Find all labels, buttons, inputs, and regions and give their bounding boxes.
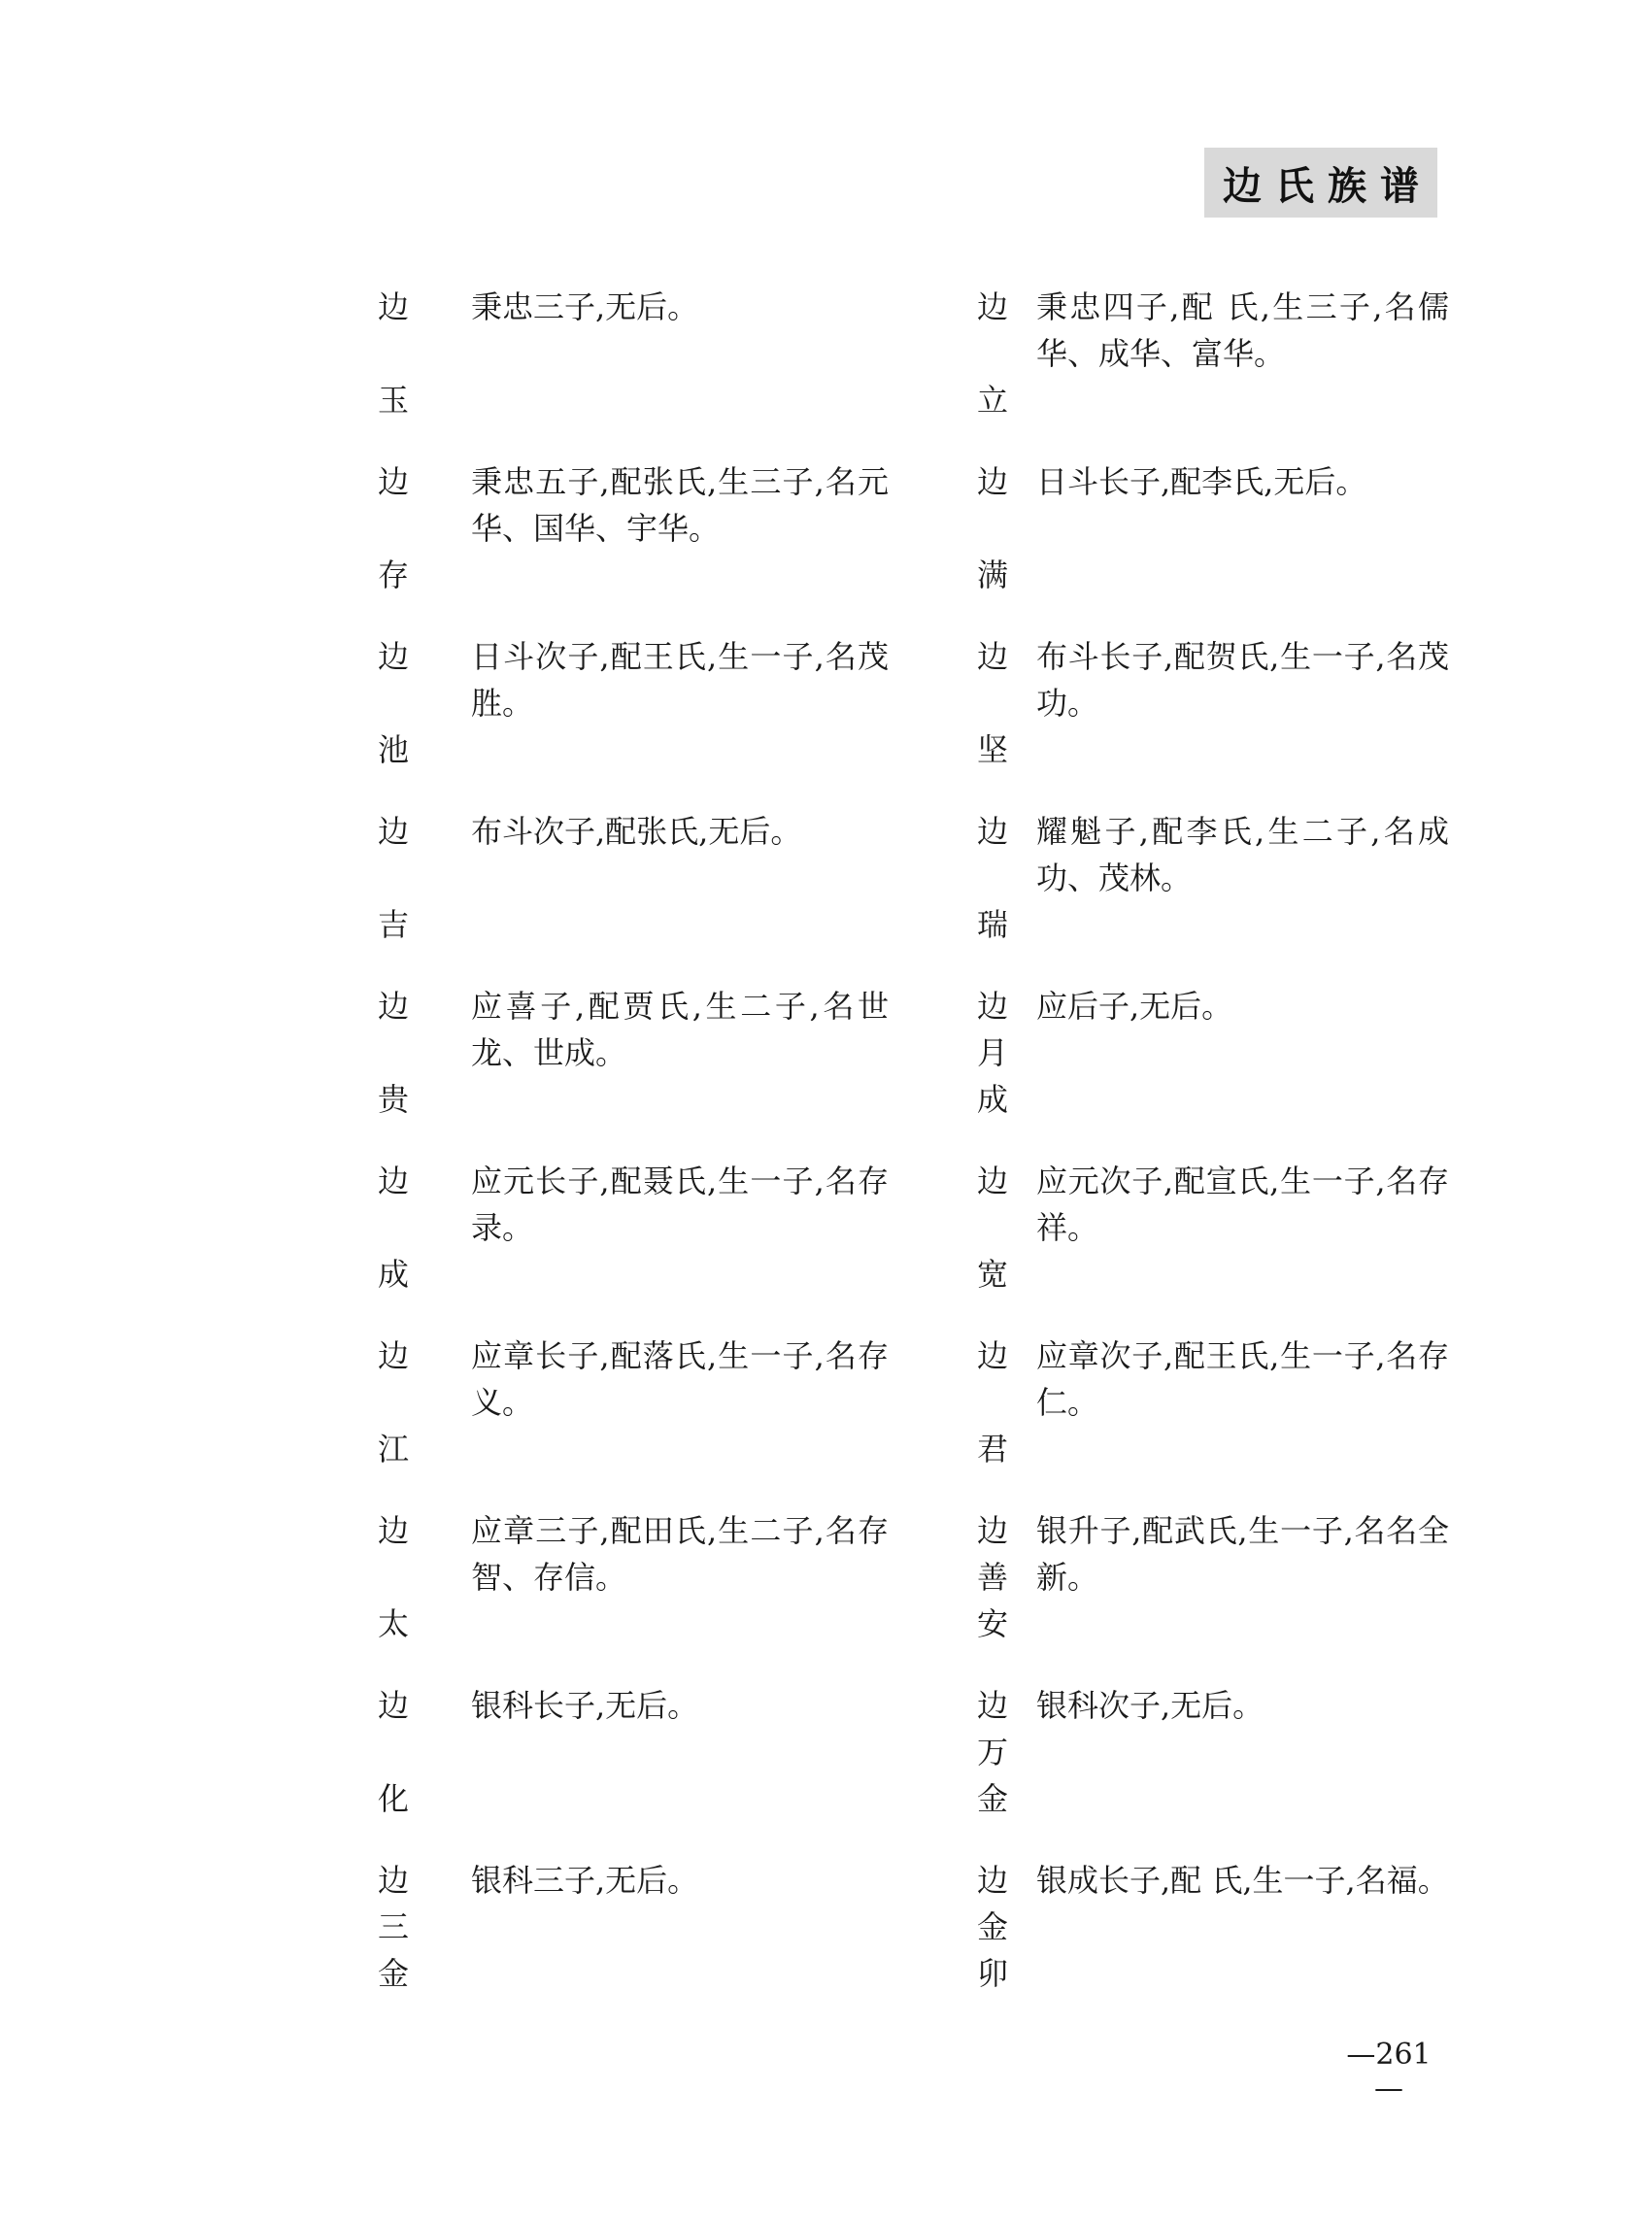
genealogy-entry: [973, 983, 1488, 1158]
name-char: 边: [377, 1512, 409, 1549]
entry-row: [374, 633, 1449, 808]
name-char: 太: [377, 1605, 409, 1642]
name-char: 成: [976, 1081, 1008, 1118]
genealogy-entry: [374, 458, 889, 633]
genealogy-entry: [374, 808, 889, 983]
person-name: [374, 808, 413, 948]
person-name: [973, 808, 1012, 948]
name-char: [973, 1204, 1012, 1251]
name-char: [374, 1029, 413, 1076]
name-char: 瑞: [976, 906, 1008, 943]
name-char: 金: [976, 1908, 1008, 1945]
person-name: [374, 1158, 413, 1298]
entry-description: 应后子,无后。: [1036, 988, 1233, 1025]
entry-row: [374, 458, 1442, 633]
genealogy-entry: [374, 1332, 889, 1507]
page-number: —261—: [1346, 2038, 1432, 2106]
person-name: [374, 633, 413, 773]
person-name: [973, 1332, 1012, 1472]
entry-description: 秉忠四子,配 氏,生三子,名儒华、成华、富华。: [1036, 288, 1449, 372]
name-char: 坚: [976, 731, 1008, 768]
name-char: 万: [976, 1734, 1008, 1771]
person-name: [374, 1332, 413, 1472]
name-char: 池: [377, 731, 409, 768]
name-char: [374, 1204, 413, 1251]
name-char: [973, 680, 1012, 726]
entry-row: [374, 1332, 1449, 1507]
genealogy-entry: [973, 1507, 1488, 1682]
person-name: [973, 983, 1012, 1123]
name-char: [374, 1729, 413, 1775]
name-char: [374, 1379, 413, 1426]
name-char: [374, 330, 413, 377]
entry-description: 应喜子,配贾氏,生二子,名世龙、世成。: [471, 988, 889, 1071]
name-char: 卯: [976, 1955, 1008, 1992]
name-char: 边: [976, 1337, 1008, 1374]
name-char: 边: [976, 813, 1008, 850]
name-char: 满: [976, 556, 1008, 593]
name-char: 立: [976, 382, 1008, 419]
entry-row: [374, 284, 1449, 458]
name-char: 成: [377, 1256, 409, 1293]
genealogy-entry: [973, 1158, 1488, 1332]
name-char: 边: [976, 988, 1008, 1025]
name-char: 江: [377, 1431, 409, 1467]
header-banner: [1204, 148, 1437, 218]
name-char: [973, 330, 1012, 377]
genealogy-entry: [374, 284, 889, 458]
entry-description: 秉忠五子,配张氏,生三子,名元华、国华、宇华。: [471, 463, 889, 547]
name-char: 边: [377, 988, 409, 1025]
entry-description: 银成长子,配 氏,生一子,名福。: [1036, 1862, 1449, 1899]
page-header-title: 边氏族谱: [1223, 162, 1433, 209]
entry-description: 日斗长子,配李氏,无后。: [1036, 463, 1367, 500]
name-char: 宽: [976, 1256, 1008, 1293]
entry-description: 银科长子,无后。: [471, 1687, 699, 1724]
name-char: 贵: [377, 1081, 409, 1118]
name-char: 善: [976, 1559, 1008, 1596]
person-name: [374, 284, 413, 423]
name-char: 边: [377, 288, 409, 325]
name-char: 化: [377, 1780, 409, 1817]
entry-description: 应章长子,配落氏,生一子,名存义。: [471, 1337, 889, 1421]
name-char: 边: [377, 1862, 409, 1899]
entry-description: 布斗次子,配张氏,无后。: [471, 813, 802, 850]
name-char: 三: [377, 1908, 409, 1945]
name-char: 边: [976, 463, 1008, 500]
name-char: [973, 855, 1012, 901]
name-char: 君: [976, 1431, 1008, 1467]
name-char: 边: [377, 1163, 409, 1199]
person-name: [374, 983, 413, 1123]
name-char: 边: [976, 638, 1008, 675]
genealogy-entry: [374, 1682, 889, 1857]
name-char: [374, 1554, 413, 1601]
entry-description: 应元长子,配聂氏,生一子,名存录。: [471, 1163, 889, 1246]
entry-description: 日斗次子,配王氏,生一子,名茂胜。: [471, 638, 889, 722]
name-char: 边: [377, 1687, 409, 1724]
name-char: 金: [377, 1955, 409, 1992]
person-name: [973, 1682, 1012, 1822]
genealogy-entry: [374, 633, 889, 808]
entry-row: [374, 1682, 1442, 1857]
genealogy-entry: [374, 1507, 889, 1682]
name-char: 存: [377, 556, 409, 593]
entry-description: 应元次子,配宣氏,生一子,名存祥。: [1036, 1163, 1449, 1246]
name-char: 边: [976, 1163, 1008, 1199]
name-char: 金: [976, 1780, 1008, 1817]
entry-description: 应章三子,配田氏,生二子,名存智、存信。: [471, 1512, 889, 1596]
entry-description: 秉忠三子,无后。: [471, 288, 699, 325]
genealogy-entry: [973, 284, 1488, 458]
entry-description: 银科三子,无后。: [471, 1862, 699, 1899]
genealogy-entry: [973, 1682, 1488, 1857]
entry-row: [374, 1857, 1449, 2032]
person-name: [973, 1507, 1012, 1647]
person-name: [374, 458, 413, 598]
name-char: 吉: [377, 906, 409, 943]
person-name: [973, 1857, 1012, 1997]
name-char: [973, 505, 1012, 552]
name-char: 边: [377, 1337, 409, 1374]
name-char: 边: [976, 288, 1008, 325]
name-char: 边: [377, 463, 409, 500]
genealogy-entry: [973, 458, 1488, 633]
person-name: [973, 284, 1012, 423]
person-name: [973, 1158, 1012, 1298]
name-char: 边: [976, 1512, 1008, 1549]
entry-description: 耀魁子,配李氏,生二子,名成功、茂林。: [1036, 813, 1449, 896]
genealogy-entry: [374, 1857, 889, 2032]
genealogy-entry: [374, 983, 889, 1158]
entry-description: 银升子,配武氏,生一子,名名全新。: [1036, 1512, 1449, 1596]
entry-row: [374, 808, 1449, 983]
genealogy-entry: [973, 1332, 1488, 1507]
name-char: [374, 855, 413, 901]
name-char: 边: [976, 1862, 1008, 1899]
person-name: [374, 1857, 413, 1997]
name-char: 边: [976, 1687, 1008, 1724]
entry-row: [374, 1158, 1449, 1332]
genealogy-entry: [973, 808, 1488, 983]
name-char: 月: [976, 1034, 1008, 1071]
name-char: [374, 505, 413, 552]
genealogy-entry: [374, 1158, 889, 1332]
person-name: [374, 1682, 413, 1822]
genealogy-entry: [973, 1857, 1488, 2032]
entry-description: 布斗长子,配贺氏,生一子,名茂功。: [1036, 638, 1449, 722]
person-name: [973, 633, 1012, 773]
entry-description: 应章次子,配王氏,生一子,名存仁。: [1036, 1337, 1449, 1421]
genealogy-entry: [973, 633, 1488, 808]
name-char: [973, 1379, 1012, 1426]
entry-row: [374, 983, 1442, 1158]
name-char: 边: [377, 813, 409, 850]
name-char: 边: [377, 638, 409, 675]
name-char: 安: [976, 1605, 1008, 1642]
name-char: [374, 680, 413, 726]
entry-description: 银科次子,无后。: [1036, 1687, 1264, 1724]
person-name: [374, 1507, 413, 1647]
person-name: [973, 458, 1012, 598]
name-char: 玉: [377, 382, 409, 419]
entry-row: [374, 1507, 1449, 1682]
